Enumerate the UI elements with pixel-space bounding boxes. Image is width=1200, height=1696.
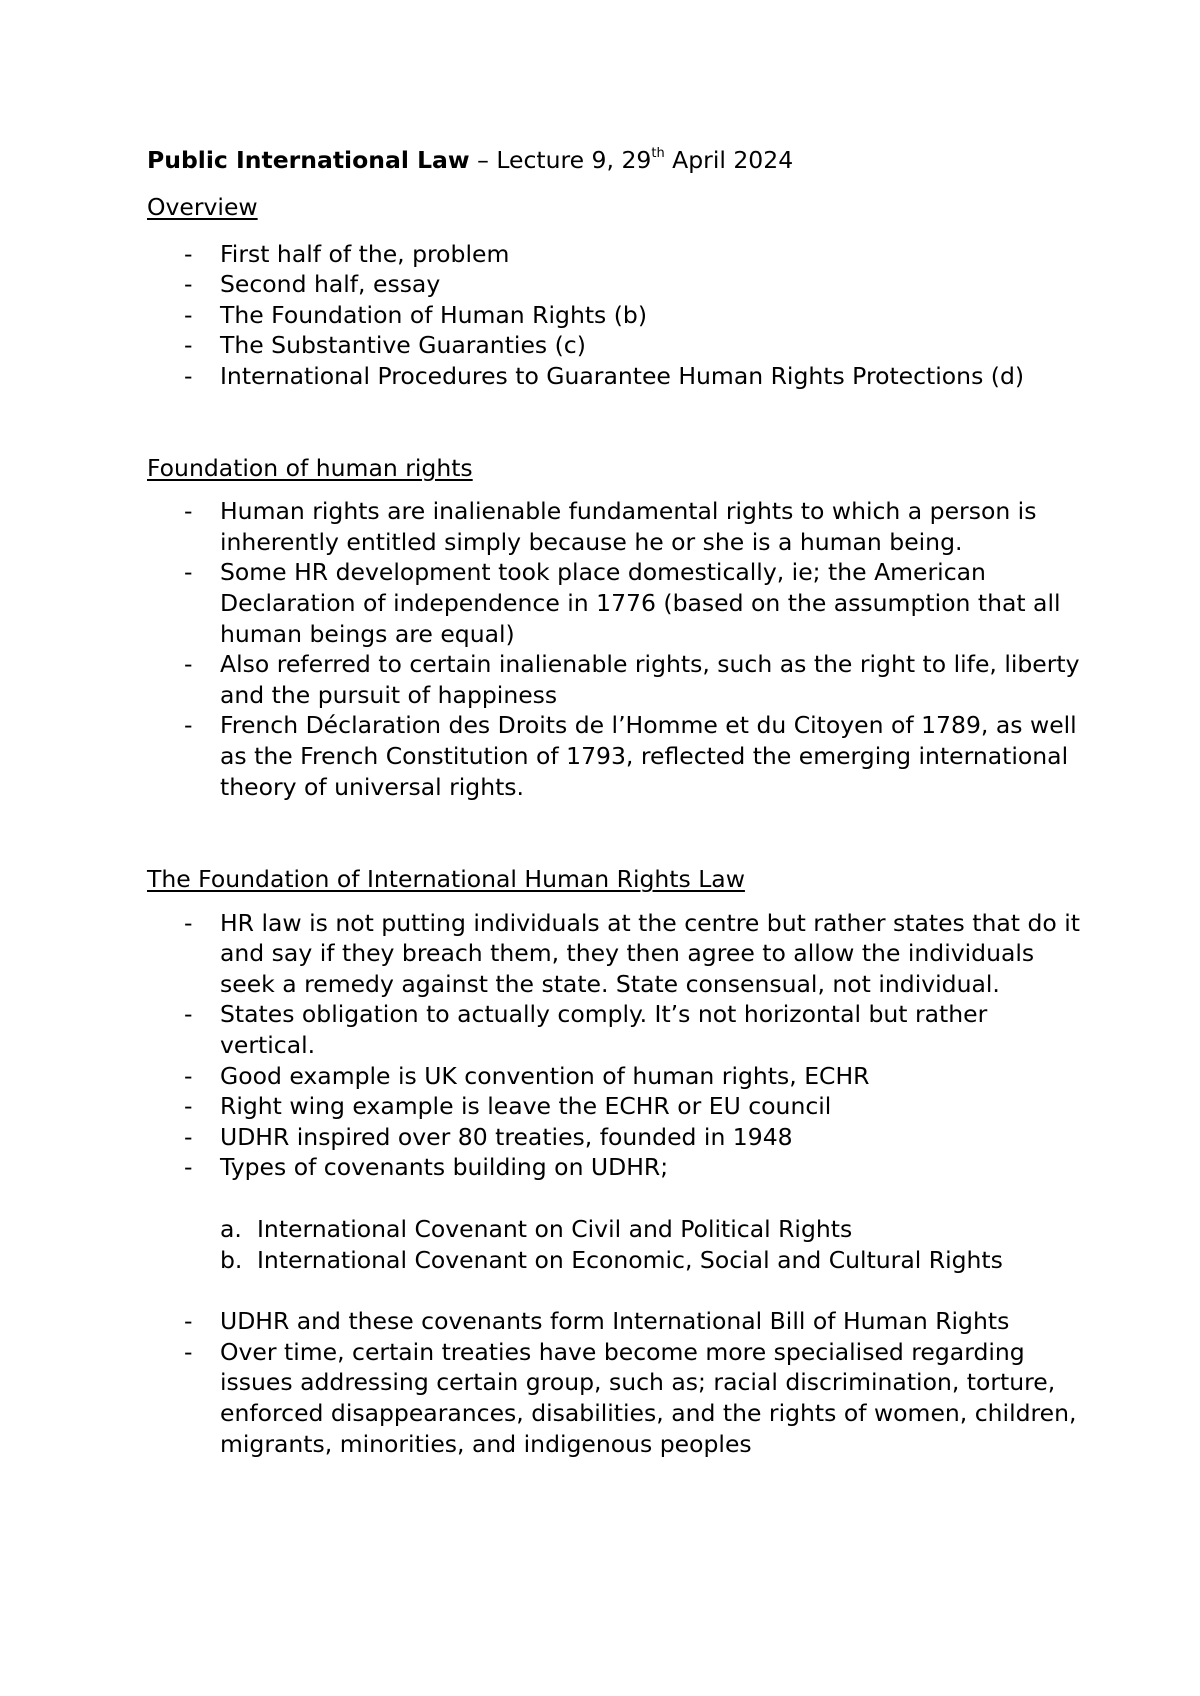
bullet-dash: - [184,1307,193,1336]
overview-list [147,239,1087,392]
list-item: - International Procedures to Guarantee Human Rights Protections (d) [184,361,1025,390]
list-item: - Some HR development took place domestically, ie; the American Declaration of independence in 1776 (based on the assumption that all human beings are equal) [184,558,1061,648]
bullet-dash: - [184,331,193,360]
bullet-dash: - [184,1337,193,1366]
list-item: a. International Covenant on Civil and Political Rights [220,1215,853,1244]
list-item: - The Foundation of Human Rights (b) [184,300,648,329]
bullet-dash: - [184,1000,193,1029]
lecture-info: – Lecture 9, 29 [469,146,652,174]
list-item: - Types of covenants building on UDHR; [184,1153,669,1182]
bullet-dash: - [184,270,193,299]
bullet-dash: - [184,361,193,390]
list-item: - UDHR and these covenants form International Bill of Human Rights [184,1307,1010,1336]
list-item: - UDHR inspired over 80 treaties, founded in 1948 [184,1122,793,1151]
list-item: - Good example is UK convention of human rights, ECHR [184,1061,870,1090]
list-item: - States obligation to actually comply. It’s not horizontal but rather vertical. [184,1000,988,1060]
lecture-date: April 2024 [664,146,794,174]
list-item: - HR law is not putting individuals at the centre but rather states that do it and say if they breach them, they then agree to allow the individuals seek a remedy against the state. State consensual, not individual. [184,908,1080,998]
bullet-dash: - [184,908,193,937]
overview-heading: Overview [147,193,258,221]
intl-heading: The Foundation of International Human Rights Law [147,865,745,894]
list-item: - Also referred to certain inalienable rights, such as the right to life, liberty and the pursuit of happiness [184,650,1080,709]
document-page [147,145,1087,1459]
bullet-dash: - [184,711,193,740]
list-item: - French Déclaration des Droits de l’Homme et du Citoyen of 1789, as well as the French Constitution of 1793, reflected the emerging international theory of universal rights. [184,711,1077,801]
course-name: Public International Law [147,146,470,174]
bullet-dash: - [184,1061,193,1090]
list-item: - Human rights are inalienable fundamental rights to which a person is inherently entitled simply because he or she is a human being. [184,497,1037,556]
bullet-dash: - [184,1092,193,1121]
document-title [147,145,1087,176]
bullet-dash: - [184,650,193,679]
intl-list-continued [147,1306,1087,1459]
bullet-dash: - [184,1153,193,1182]
bullet-dash: - [184,558,193,587]
foundation-heading: Foundation of human rights [147,453,473,482]
bullet-dash: - [184,300,193,329]
foundation-list [147,496,1087,802]
list-item: b. International Covenant on Economic, Social and Cultural Rights [220,1245,1003,1274]
ordinal-suffix: th [651,146,665,162]
list-item: - Right wing example is leave the ECHR or EU council [184,1092,832,1121]
list-marker: a. [220,1215,242,1244]
bullet-dash: - [184,1122,193,1151]
list-item: - Second half, essay [184,270,441,299]
list-marker: b. [220,1245,243,1274]
intl-list [147,908,1087,1183]
bullet-dash: - [184,497,193,526]
covenants-list [147,1214,1087,1275]
list-item: - First half of the, problem [184,239,510,268]
list-item: - Over time, certain treaties have become more specialised regarding issues addressing certain group, such as; racial discrimination, torture, enforced disappearances, disabilities, and the rights of women, children, migrants, minorities, and indigenous peoples [184,1337,1077,1458]
bullet-dash: - [184,239,193,268]
list-item: - The Substantive Guaranties (c) [184,331,586,360]
